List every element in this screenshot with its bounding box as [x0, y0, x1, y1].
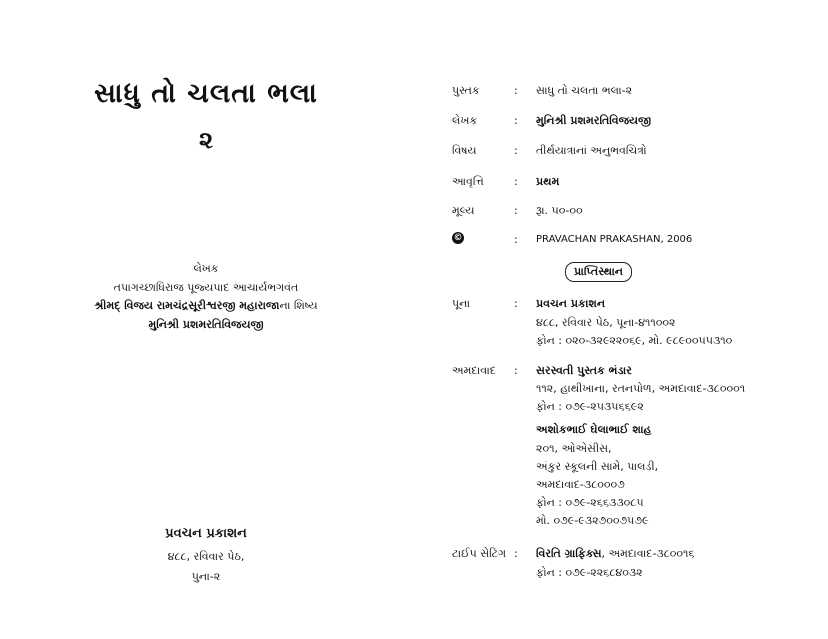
- info-key-edition: આવૃત્તિ: [452, 175, 484, 188]
- info-value-author: મુનિશ્રી પ્રશમરતિવિજયજી: [536, 114, 652, 127]
- typeset-phone: ફોન : ૦૭૯-૨૨૬૮૪૦૩૨: [536, 566, 643, 579]
- contact-mobile: મો. ૦૭૯-૯૩૨૭૦૦૭૫૭૯: [536, 514, 649, 527]
- author-name: મુનિશ્રી પ્રશમરતિવિજયજી: [148, 318, 264, 331]
- typeset-label: ટાઈપ સેટિંગ: [452, 547, 507, 560]
- pune-publisher-name: પ્રવચન પ્રકાશન: [536, 297, 606, 310]
- info-key-subject: વિષય: [452, 144, 477, 157]
- publisher-address-2: પુના-૨: [191, 570, 221, 583]
- guru-name: શ્રીમદ્ વિજય રામચંદ્રસૂરીશ્વરજી મહારાજા: [94, 299, 280, 312]
- contact-phone: ફોન : ૦૭૯-૨૬૬૩૩૦૮૫: [536, 496, 644, 509]
- contact-address-1: ૨૦૧, ઓએસીસ,: [536, 442, 612, 455]
- info-colon: :: [514, 144, 518, 157]
- info-value-price: રૂા. ૫૦-૦૦: [536, 204, 583, 217]
- pune-label: પૂના: [452, 297, 471, 310]
- info-key-book: પુસ્તક: [452, 84, 480, 97]
- copyright-icon: ©: [453, 233, 463, 243]
- info-value-book: સાધુ તો ચલતા ભલા-૨: [536, 84, 633, 97]
- book-title: સાધુ તો ચલતા ભલા: [94, 78, 318, 109]
- info-value-subject: તીર્થયાત્રાનાં અનુભવચિત્રો: [536, 144, 647, 157]
- info-colon: :: [514, 204, 518, 217]
- author-line-1: તપાગચ્છાધિરાજ પૂજ્યપાદ આચાર્યભગવંત: [113, 281, 299, 294]
- info-colon: :: [514, 297, 518, 310]
- contact-name: અશોકભાઈ ઘેલાભાઈ શાહ: [536, 423, 652, 436]
- copyright-value: PRAVACHAN PRAKASHAN, 2006: [536, 234, 693, 245]
- info-colon: :: [514, 233, 518, 246]
- publisher-address-1: ૪૮૮, રવિવાર પેઠ,: [167, 550, 245, 563]
- ahmedabad-store-name: સરસ્વતી પુસ્તક ભંડાર: [536, 364, 632, 377]
- availability-badge: પ્રાપ્તિસ્થાન: [565, 262, 632, 282]
- volume-number: ૨: [198, 126, 214, 154]
- info-colon: :: [514, 114, 518, 127]
- typeset-name: વિરતિ ગ્રાફિક્સ: [536, 547, 602, 560]
- author-label: લેખક: [193, 262, 219, 275]
- info-value-edition: પ્રથમ: [536, 175, 560, 188]
- contact-address-3: અમદાવાદ-૩૮૦૦૦૭: [536, 478, 625, 491]
- pune-address: ૪૮૮, રવિવાર પેઠ, પૂના-૪૧૧૦૦૨: [536, 316, 676, 329]
- ahmedabad-address: ૧૧૨, હાથીખાના, રતનપોળ, અમદાવાદ-૩૮૦૦૦૧: [536, 382, 746, 395]
- info-key-price: મૂલ્ય: [452, 204, 475, 217]
- info-colon: :: [514, 175, 518, 188]
- info-colon: :: [514, 364, 518, 377]
- info-colon: :: [514, 84, 518, 97]
- ahmedabad-label: અમદાવાદ: [452, 364, 496, 377]
- typeset-city: , અમદાવાદ-૩૮૦૦૧૬: [601, 547, 695, 560]
- disciple-suffix: ના શિષ્ય: [279, 299, 318, 312]
- author-line-2: [0, 299, 412, 313]
- ahmedabad-phone: ફોન : ૦૭૯-૨૫૩૫૬૬૯૨: [536, 400, 644, 413]
- info-colon: :: [514, 547, 518, 560]
- publisher-name: પ્રવચન પ્રકાશન: [165, 526, 247, 541]
- contact-address-2: અંકુર સ્કૂલની સામે, પાલડી,: [536, 460, 659, 473]
- info-key-author: લેખક: [452, 114, 478, 127]
- pune-phone: ફોન : ૦૨૦-૩૨૯૨૨૦૬૯, મો. ૯૮૯૦૦૫૫૩૧૦: [536, 334, 733, 347]
- typeset-line: [536, 547, 695, 561]
